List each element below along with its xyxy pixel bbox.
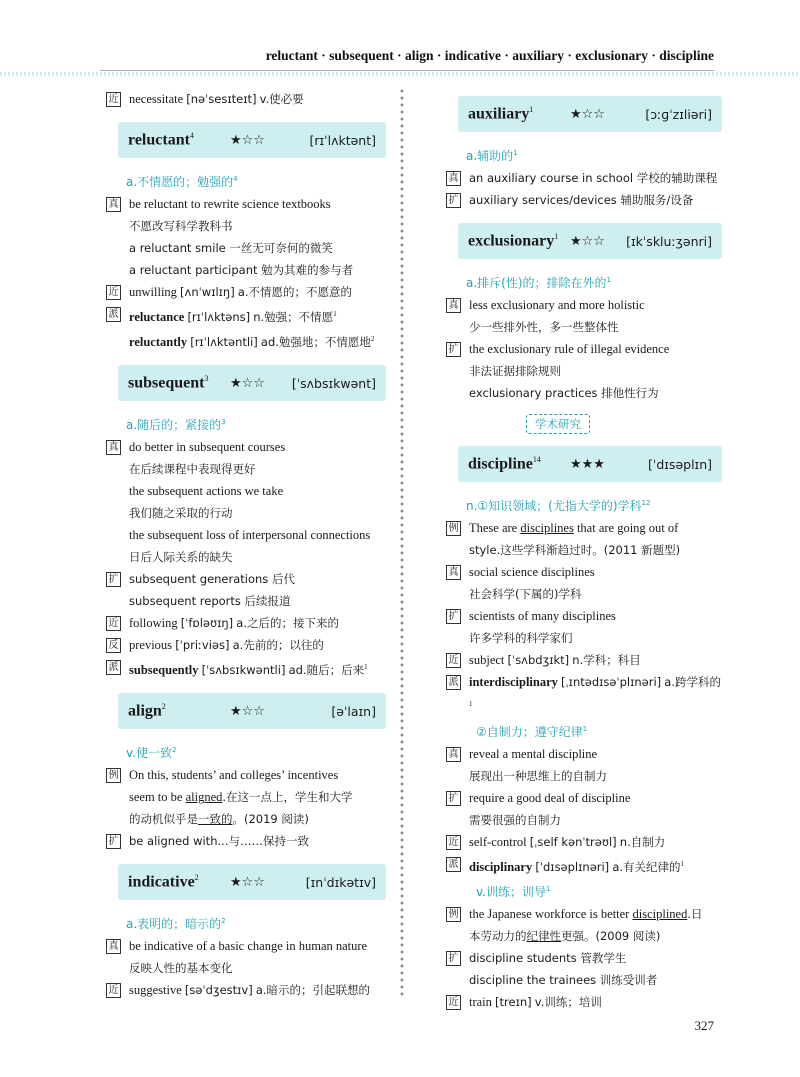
example: a reluctant participant 勉为其难的参与者 xyxy=(129,263,354,277)
example-row: 例 These are disciplines that are going out of style.这些学科渐趋过时。(2011 新题型) xyxy=(446,517,722,561)
mark-li: 例 xyxy=(446,521,461,536)
section-tag: 学术研究 xyxy=(526,414,590,434)
mark-zhen: 真 xyxy=(446,565,461,580)
mark-jin: 近 xyxy=(106,285,121,300)
entry-header-subsequent: subsequent$^3$ ★☆☆ [ˈsʌbsɪkwənt] xyxy=(118,365,386,401)
star-rating: ★☆☆ xyxy=(230,703,265,719)
mark-jin: 近 xyxy=(106,92,121,107)
derived-row: 派 subsequently [ˈsʌbsɪkwəntli] ad.随后；后来$^1$ xyxy=(106,656,386,681)
mark-pai: 派 xyxy=(106,307,121,322)
mark-kuo: 扩 xyxy=(446,193,461,208)
mark-zhen: 真 xyxy=(446,747,461,762)
mark-zhen: 真 xyxy=(106,939,121,954)
star-rating: ★☆☆ xyxy=(570,106,605,122)
example: a reluctant smile 一丝无可奈何的微笑 xyxy=(129,241,333,255)
star-rating: ★☆☆ xyxy=(570,233,605,249)
derived-row: 派 disciplinary [ˈdɪsəplɪnəri] a.有关纪律的$^1$ xyxy=(446,853,722,878)
expand-row: 扩 auxiliary services/devices 辅助服务/设备 xyxy=(446,189,722,211)
expand-row: 扩 require a good deal of discipline 需要很强的自制力 xyxy=(446,787,722,831)
near-def: v.使必要 xyxy=(259,92,304,106)
mark-pai: 派 xyxy=(446,857,461,872)
zhen-row: 真 reveal a mental discipline 展现出一种思维上的自制力 xyxy=(446,743,722,787)
zhen-row: 真 be indicative of a basic change in human nature 反映人性的基本变化 xyxy=(106,935,386,979)
mark-pai: 派 xyxy=(446,675,461,690)
sense-label: v.训练；训导$^1$ xyxy=(476,885,551,900)
near-row: 近 self-control [ˌself kənˈtrəʊl] n.自制力 xyxy=(446,831,722,853)
header-band xyxy=(0,72,800,76)
headword: indicative xyxy=(128,873,195,891)
star-rating: ★☆☆ xyxy=(230,375,265,391)
headword-ipa: [rɪˈlʌktənt] xyxy=(309,132,376,148)
mark-pai: 派 xyxy=(106,660,121,675)
mark-jin: 近 xyxy=(106,616,121,631)
example-row: 例 the Japanese workforce is better disciplined.日 本劳动力的纪律性更强。(2009 阅读) xyxy=(446,903,722,947)
derived-row: 派 reluctance [rɪˈlʌktəns] n.勉强；不情愿$^1$ reluctantly [rɪˈlʌktəntli] ad.勉强地；不情愿地$^2$ xyxy=(106,303,386,353)
headword-ipa: [ˈsʌbsɪkwənt] xyxy=(291,375,376,391)
mark-zhen: 真 xyxy=(106,197,121,212)
near-row: 近 unwilling [ʌnˈwɪlɪŋ] a.不情愿的；不愿意的 xyxy=(106,281,386,303)
example-row: 例 On this, students’ and colleges’ incentives seem to be aligned.在这一点上，学生和大学 的动机似乎是一致的。(2019 阅读) xyxy=(106,764,386,830)
sense-label: n.①知识领域；(尤指大学的)学科$^{12}$ xyxy=(466,499,651,513)
sense-label: a.表明的；暗示的$^2$ xyxy=(126,917,226,932)
headword: auxiliary xyxy=(468,105,530,123)
antonym-row: 反 previous [ˈpriːviəs] a.先前的；以往的 xyxy=(106,634,386,656)
example-cn: 不愿改写科学教科书 xyxy=(129,219,233,233)
mark-li: 例 xyxy=(106,768,121,783)
near-row: 近 suggestive [səˈdʒestɪv] a.暗示的；引起联想的 xyxy=(106,979,386,1001)
headword: subsequent xyxy=(128,374,205,392)
mark-kuo: 扩 xyxy=(446,609,461,624)
mark-kuo: 扩 xyxy=(446,951,461,966)
headword: discipline xyxy=(468,455,533,473)
sense-label: v.使一致$^2$ xyxy=(126,746,177,761)
derived-row: 派 interdisciplinary [ˌɪntədɪsəˈplɪnəri] a.跨学科的$^1$ xyxy=(446,671,722,718)
headword: exclusionary xyxy=(468,232,555,250)
headword: reluctant xyxy=(128,131,190,149)
header-rule xyxy=(100,70,714,71)
page-number: 327 xyxy=(694,1018,714,1033)
headword-freq: 4 xyxy=(189,130,194,140)
zhen-row xyxy=(106,193,386,281)
sense-label: a.不情愿的；勉强的$^4$ xyxy=(126,175,238,189)
expand-row: 扩 scientists of many disciplines 许多学科的科学家们 xyxy=(446,605,722,649)
column-divider xyxy=(396,88,408,998)
mark-kuo: 扩 xyxy=(106,834,121,849)
running-header: reluctant · subsequent · align · indicative · auxiliary · exclusionary · discipline xyxy=(265,48,714,63)
zhen-row: 真 an auxiliary course in school 学校的辅助课程 xyxy=(446,167,722,189)
expand-row: 扩 discipline students 管教学生 discipline the trainees 训练受训者 xyxy=(446,947,722,991)
mark-fan: 反 xyxy=(106,638,121,653)
headword-ipa: [əˈlaɪn] xyxy=(331,703,376,719)
expand-row: 扩 be aligned with...与……保持一致 xyxy=(106,830,386,852)
star-rating: ★☆☆ xyxy=(230,132,265,148)
mark-jin: 近 xyxy=(446,653,461,668)
mark-kuo: 扩 xyxy=(446,791,461,806)
zhen-row: 真 social science disciplines 社会科学(下属的)学科 xyxy=(446,561,722,605)
zhen-row: 真 less exclusionary and more holistic 少一些排外性，多一些整体性 xyxy=(446,294,722,338)
star-rating: ★★★ xyxy=(570,456,605,472)
sense-label: a.排斥(性)的；排除在外的$^1$ xyxy=(466,276,612,290)
headword-ipa: [ˈdɪsəplɪn] xyxy=(648,456,712,472)
near-word: necessitate xyxy=(129,92,184,106)
mark-jin: 近 xyxy=(446,835,461,850)
mark-zhen: 真 xyxy=(446,298,461,313)
near-row xyxy=(106,88,386,110)
near-row: 近 following [ˈfɒləʊɪŋ] a.之后的；接下来的 xyxy=(106,612,386,634)
right-column xyxy=(446,88,722,1013)
entry-header-discipline: discipline$^{14}$ ★★★ [ˈdɪsəplɪn] xyxy=(458,446,722,482)
star-rating: ★☆☆ xyxy=(230,874,265,890)
entry-header-align: align$^2$ ★☆☆ [əˈlaɪn] xyxy=(118,693,386,729)
entry-header-reluctant xyxy=(118,122,386,158)
zhen-row: 真 do better in subsequent courses 在后续课程中表现得更好 the subsequent actions we take 我们随之采取的行动 the subsequent loss of interpersonal connections 日后人际关系的缺失 xyxy=(106,436,386,568)
mark-jin: 近 xyxy=(106,983,121,998)
near-row: 近 train [treɪn] v.训练；培训 xyxy=(446,991,722,1013)
mark-li: 例 xyxy=(446,907,461,922)
sense-label: a.辅助的$^1$ xyxy=(466,149,518,163)
headword: align xyxy=(128,702,162,720)
near-row: 近 subject [ˈsʌbdʒɪkt] n.学科；科目 xyxy=(446,649,722,671)
expand-row: 扩 the exclusionary rule of illegal evidence 非法证据排除规则 exclusionary practices 排他性行为 xyxy=(446,338,722,404)
entry-header-auxiliary: auxiliary$^1$ ★☆☆ [ɔːɡˈzɪliəri] xyxy=(458,96,722,132)
sense-label: a.随后的；紧接的$^3$ xyxy=(126,418,226,433)
near-ipa: [nəˈsesɪteɪt] xyxy=(186,92,257,106)
left-column xyxy=(106,88,386,1001)
headword-ipa: [ɪkˈskluːʒənri] xyxy=(626,233,712,249)
headword-ipa: [ɪnˈdɪkətɪv] xyxy=(305,874,376,890)
mark-zhen: 真 xyxy=(106,440,121,455)
headword-ipa: [ɔːɡˈzɪliəri] xyxy=(645,106,712,122)
mark-kuo: 扩 xyxy=(446,342,461,357)
example-en: be reluctant to rewrite science textbooks xyxy=(129,197,331,211)
entry-header-exclusionary: exclusionary$^1$ ★☆☆ [ɪkˈskluːʒənri] xyxy=(458,223,722,259)
mark-kuo: 扩 xyxy=(106,572,121,587)
sense-label: ②自制力；遵守纪律$^1$ xyxy=(476,725,588,740)
mark-zhen: 真 xyxy=(446,171,461,186)
entry-header-indicative: indicative$^2$ ★☆☆ [ɪnˈdɪkətɪv] xyxy=(118,864,386,900)
mark-jin: 近 xyxy=(446,995,461,1010)
expand-row: 扩 subsequent generations 后代 subsequent reports 后续报道 xyxy=(106,568,386,612)
